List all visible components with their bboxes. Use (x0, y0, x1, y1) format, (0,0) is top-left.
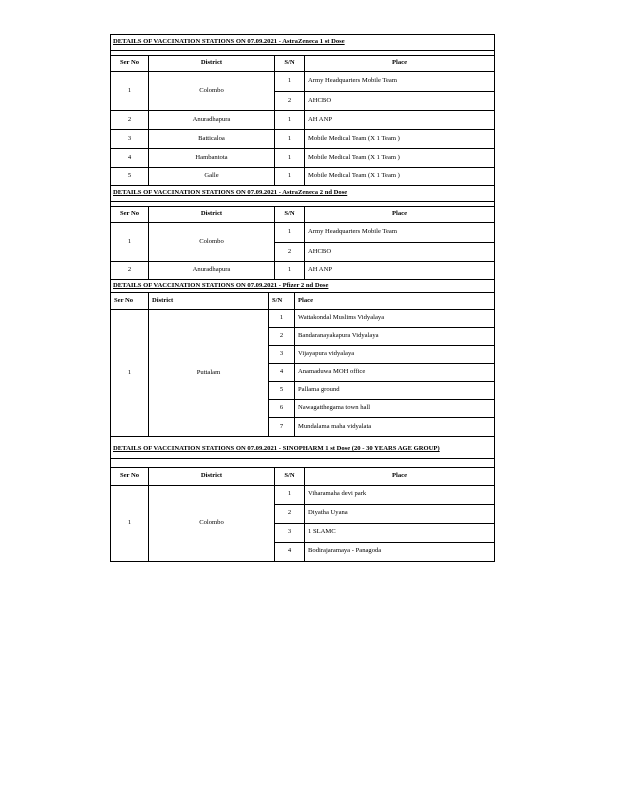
sn-cell: 1 (275, 149, 305, 168)
table-row (111, 262, 495, 280)
district-cell: Puttalam (149, 310, 269, 437)
sn-cell: 4 (275, 542, 305, 561)
col-header-district: District (149, 467, 275, 485)
ser-no-cell: 1 (111, 310, 149, 437)
place-cell: Viharamaha devi park (305, 485, 495, 504)
place-cell: Anamaduwa MOH office (295, 364, 495, 382)
district-cell: Anuradhapura (149, 262, 275, 280)
place-cell: Army Headquarters Mobile Team (305, 72, 495, 92)
place-cell: Bandaranayakapura Vidyalaya (295, 328, 495, 346)
col-header-district: District (149, 293, 269, 310)
section-astrazeneca-1st-dose (110, 34, 495, 186)
col-header-place: Place (305, 56, 495, 72)
sn-cell: 3 (269, 346, 295, 364)
district-cell: Batticaloa (149, 130, 275, 149)
table-row (111, 310, 495, 328)
place-cell: Vijayapura vidyalaya (295, 346, 495, 364)
district-cell: Anuradhapura (149, 111, 275, 130)
place-cell: AHCBO (305, 92, 495, 111)
section-title: DETAILS OF VACCINATION STATIONS ON 07.09.2021 - SINOPHARM 1 st Dose (20 - 30 YEARS AGE GROUP) (111, 442, 495, 458)
table-row (111, 168, 495, 186)
col-header-ser-no: Ser No (111, 293, 149, 310)
sn-cell: 1 (275, 72, 305, 92)
table-row (111, 149, 495, 168)
col-header-place: Place (305, 467, 495, 485)
section-title: DETAILS OF VACCINATION STATIONS ON 07.09.2021 - AstraZeneca 1 st Dose (111, 35, 495, 51)
place-cell: AH ANP (305, 262, 495, 280)
section-sinopharm-1st-dose (110, 436, 495, 562)
col-header-place: Place (305, 207, 495, 223)
place-cell: Army Headquarters Mobile Team (305, 223, 495, 243)
place-cell: AH ANP (305, 111, 495, 130)
place-cell: Mobile Medical Team (X 1 Team ) (305, 168, 495, 186)
col-header-sn: S/N (275, 207, 305, 223)
section-pfizer-2nd-dose (110, 279, 495, 437)
col-header-sn: S/N (275, 56, 305, 72)
district-cell: Galle (149, 168, 275, 186)
col-header-ser-no: Ser No (111, 207, 149, 223)
sn-cell: 1 (275, 485, 305, 504)
place-cell: Bodirajaramaya - Panagoda (305, 542, 495, 561)
district-cell: Colombo (149, 223, 275, 262)
table-row (111, 130, 495, 149)
sn-cell: 3 (275, 523, 305, 542)
sn-cell: 1 (275, 111, 305, 130)
section-title: DETAILS OF VACCINATION STATIONS ON 07.09.2021 - AstraZeneca 2 nd Dose (111, 186, 495, 202)
ser-no-cell: 1 (111, 223, 149, 262)
sn-cell: 6 (269, 400, 295, 418)
ser-no-cell: 2 (111, 262, 149, 280)
place-cell: Mobile Medical Team (X 1 Team ) (305, 130, 495, 149)
district-cell: Colombo (149, 72, 275, 111)
sn-cell: 2 (275, 92, 305, 111)
ser-no-cell: 1 (111, 485, 149, 561)
sn-cell: 2 (275, 243, 305, 262)
col-header-ser-no: Ser No (111, 56, 149, 72)
sn-cell: 2 (275, 504, 305, 523)
col-header-ser-no: Ser No (111, 467, 149, 485)
sn-cell: 1 (275, 168, 305, 186)
place-cell: AHCBO (305, 243, 495, 262)
place-cell: Mundalama maha vidyalata (295, 418, 495, 437)
vaccination-stations-document (110, 34, 494, 562)
sn-cell: 2 (269, 328, 295, 346)
col-header-district: District (149, 207, 275, 223)
district-cell: Colombo (149, 485, 275, 561)
ser-no-cell: 3 (111, 130, 149, 149)
ser-no-cell: 1 (111, 72, 149, 111)
sn-cell: 1 (275, 130, 305, 149)
table-row (111, 223, 495, 243)
ser-no-cell: 4 (111, 149, 149, 168)
place-cell: 1 SLAMC (305, 523, 495, 542)
col-header-sn: S/N (275, 467, 305, 485)
place-cell: Mobile Medical Team (X 1 Team ) (305, 149, 495, 168)
table-row (111, 111, 495, 130)
sn-cell: 1 (275, 262, 305, 280)
sn-cell: 5 (269, 382, 295, 400)
ser-no-cell: 5 (111, 168, 149, 186)
col-header-district: District (149, 56, 275, 72)
ser-no-cell: 2 (111, 111, 149, 130)
table-row (111, 72, 495, 92)
col-header-sn: S/N (269, 293, 295, 310)
district-cell: Hambantota (149, 149, 275, 168)
sn-cell: 1 (275, 223, 305, 243)
sn-cell: 1 (269, 310, 295, 328)
place-cell: Nawagatthegama town hall (295, 400, 495, 418)
place-cell: Wattakondal Muslims Vidyalaya (295, 310, 495, 328)
place-cell: Diyatha Uyana (305, 504, 495, 523)
sn-cell: 4 (269, 364, 295, 382)
col-header-place: Place (295, 293, 495, 310)
table-row (111, 485, 495, 504)
section-title: DETAILS OF VACCINATION STATIONS ON 07.09.2021 - Pfizer 2 nd Dose (111, 280, 495, 293)
place-cell: Pallama ground (295, 382, 495, 400)
section-astrazeneca-2nd-dose (110, 185, 495, 280)
sn-cell: 7 (269, 418, 295, 437)
